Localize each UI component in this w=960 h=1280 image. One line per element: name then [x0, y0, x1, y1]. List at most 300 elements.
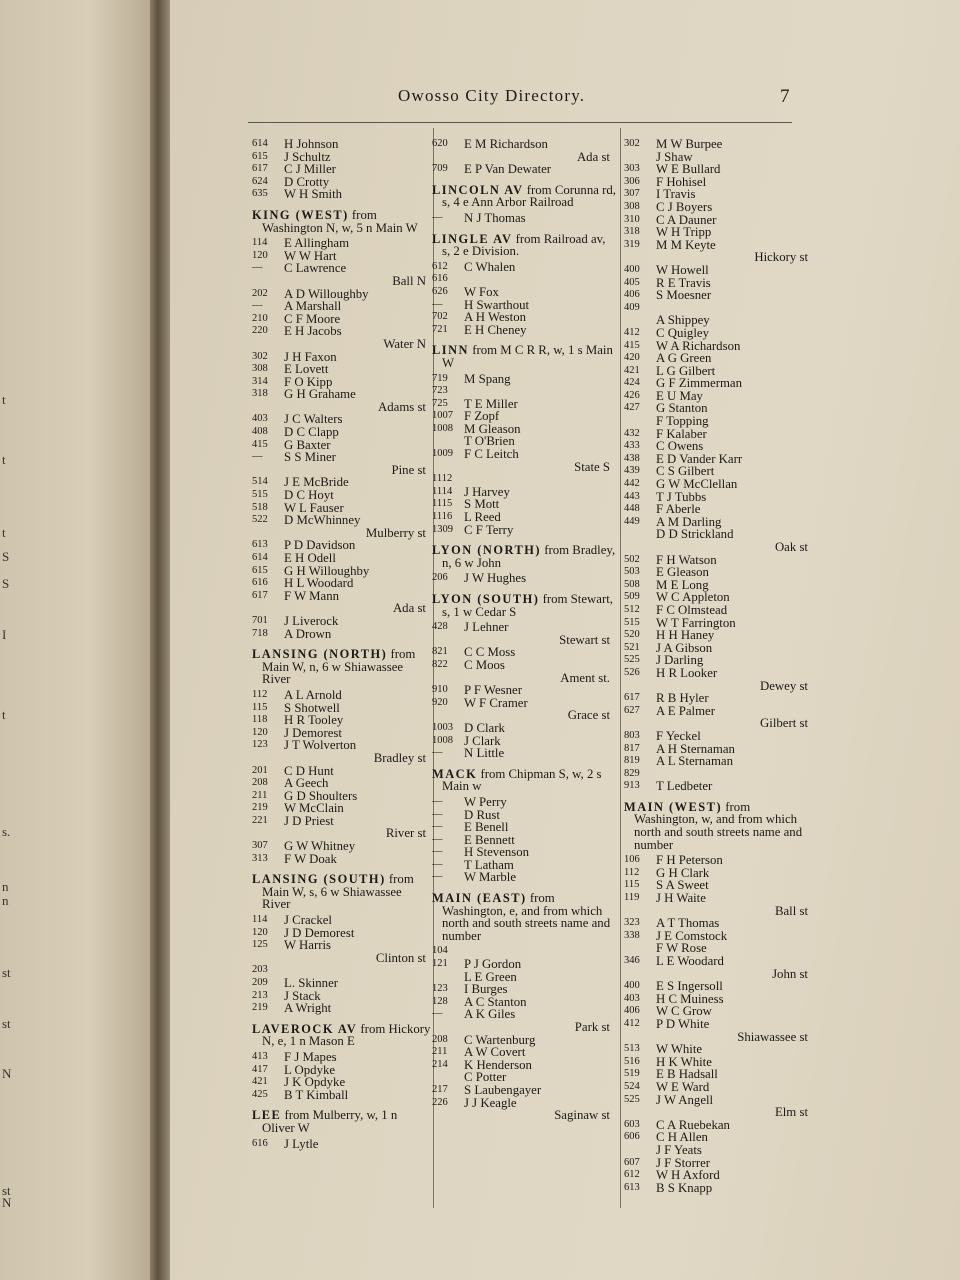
house-number: 617: [252, 589, 268, 601]
house-number: 626: [432, 285, 448, 297]
directory-entry: [624, 277, 814, 290]
house-number: 515: [624, 616, 640, 628]
house-number: 521: [624, 641, 640, 653]
resident-name: H Stevenson: [464, 845, 530, 860]
directory-column-2: [432, 138, 616, 1122]
house-number: 421: [252, 1076, 268, 1088]
resident-name: J E McBride: [284, 475, 349, 490]
house-number: 613: [624, 1181, 640, 1193]
directory-entry: [432, 212, 616, 225]
cross-street: Mulberry st: [365, 525, 426, 540]
house-number: 202: [252, 287, 268, 299]
directory-entry: [252, 176, 432, 189]
house-number: 313: [252, 852, 268, 864]
house-number: 400: [624, 980, 640, 992]
house-number: 829: [624, 767, 640, 779]
street-heading: [252, 1109, 432, 1134]
street-heading: [432, 892, 616, 942]
house-number: 439: [624, 465, 640, 477]
house-number: 525: [624, 654, 640, 666]
house-number: 406: [624, 1005, 640, 1017]
directory-entry: [624, 377, 814, 390]
house-number: 125: [252, 939, 268, 951]
resident-name: C Owens: [656, 439, 704, 454]
street-description: from Washington N, w, 5 n Main W: [262, 207, 418, 235]
house-number: 120: [252, 926, 268, 938]
directory-entry: [624, 352, 814, 365]
house-number: 112: [252, 688, 268, 700]
house-number: —: [432, 298, 443, 310]
resident-name: E Lovett: [284, 362, 329, 377]
directory-entry: [252, 853, 432, 866]
directory-page: [170, 0, 960, 1280]
left-page-fragment: st: [2, 1183, 11, 1198]
resident-name: C A Dauner: [656, 212, 717, 227]
directory-entry: [252, 489, 432, 502]
directory-entry: [432, 448, 616, 461]
column-divider: [620, 128, 621, 1208]
directory-entry: [624, 642, 814, 655]
street-heading: [252, 209, 432, 234]
directory-entry: [624, 415, 814, 428]
street-description: from Chipman S, w, 2 s Main w: [442, 766, 602, 794]
directory-entry: [624, 755, 814, 768]
house-number: 211: [432, 1046, 448, 1058]
street-name: LANSING (NORTH): [252, 647, 388, 662]
directory-entry: [624, 617, 814, 630]
directory-entry: [432, 796, 616, 809]
cross-street: Clinton st: [375, 950, 426, 965]
directory-entry: [624, 1081, 814, 1094]
resident-name: F Aberle: [656, 502, 701, 517]
resident-name: B T Kimball: [284, 1087, 349, 1102]
house-number: 614: [252, 552, 268, 563]
house-number: 403: [252, 413, 268, 425]
resident-name: E P Van Dewater: [464, 162, 552, 177]
directory-entry: [432, 398, 616, 411]
house-number: 803: [624, 729, 640, 741]
resident-name: A L Sternaman: [656, 754, 733, 769]
house-number: 448: [624, 503, 640, 515]
street-description: from Washington, w, and from which north and south streets name and number: [634, 799, 803, 852]
house-number: [624, 151, 656, 164]
resident-name: D Crotty: [284, 174, 330, 189]
directory-entry: [252, 1138, 432, 1151]
house-number: 920: [432, 696, 448, 708]
street-heading: [432, 344, 616, 369]
house-number: —: [432, 747, 443, 759]
directory-entry: [624, 491, 814, 504]
house-number: 408: [252, 426, 268, 438]
directory-entry: [624, 768, 814, 781]
street-description: from Washington, e, and from which north and south streets name and number: [442, 891, 611, 943]
directory-entry: [432, 971, 616, 984]
house-number: 308: [624, 200, 640, 212]
house-number: 606: [624, 1131, 640, 1143]
resident-name: G D Shoulters: [284, 788, 358, 803]
house-number: 123: [252, 739, 268, 751]
resident-name: F W Mann: [284, 588, 339, 603]
house-number: 1116: [432, 511, 453, 523]
directory-entry: [624, 780, 814, 793]
house-number: [624, 415, 656, 428]
directory-entry: [432, 486, 616, 499]
directory-entry: [252, 802, 432, 815]
resident-name: T Ledbeter: [656, 779, 713, 794]
directory-entry: [432, 311, 616, 324]
house-number: 613: [252, 539, 268, 551]
directory-entry: [432, 646, 616, 659]
resident-name: H H Haney: [656, 628, 715, 643]
directory-entry: [624, 993, 814, 1006]
directory-entry: [624, 917, 814, 930]
directory-entry: [252, 939, 432, 952]
resident-name: J Shaw: [656, 149, 693, 164]
house-number: 518: [252, 501, 268, 513]
resident-name: W Perry: [464, 794, 507, 809]
resident-name: R E Travis: [656, 275, 711, 290]
directory-entry: [252, 188, 432, 201]
house-number: 121: [432, 958, 448, 970]
street-description: from Stewart, s, 1 w Cedar S: [442, 592, 613, 619]
left-page-fragment: t: [2, 392, 6, 407]
directory-entry: [624, 440, 814, 453]
resident-name: P D White: [656, 1016, 710, 1031]
directory-column-1: [252, 138, 432, 1150]
resident-name: A H Sternaman: [656, 741, 735, 756]
resident-name: F J Mapes: [284, 1049, 337, 1064]
resident-name: D C Hoyt: [284, 488, 334, 503]
directory-entry: [624, 289, 814, 302]
resident-name: J F Storrer: [656, 1155, 711, 1170]
directory-entry: [624, 930, 814, 943]
resident-name: A K Giles: [464, 1007, 516, 1022]
directory-entry: [432, 410, 616, 423]
house-number: 226: [432, 1096, 448, 1108]
resident-name: H C Muiness: [656, 991, 724, 1006]
directory-entry: [624, 1043, 814, 1056]
directory-entry: [624, 554, 814, 567]
house-number: 449: [624, 515, 640, 527]
resident-name: H K White: [656, 1054, 712, 1069]
house-number: 307: [624, 188, 640, 200]
house-number: 433: [624, 440, 640, 452]
directory-entry: [252, 163, 432, 176]
resident-name: C D Hunt: [284, 763, 334, 778]
resident-name: C J Miller: [284, 162, 336, 177]
resident-name: T O'Brien: [464, 434, 515, 449]
resident-name: W Harris: [284, 938, 332, 953]
resident-name: S Mott: [464, 497, 500, 512]
resident-name: E D Vander Karr: [656, 451, 743, 466]
street-name: LAVEROCK AV: [252, 1021, 358, 1036]
directory-entry: [432, 958, 616, 971]
directory-entry: [624, 201, 814, 214]
house-number: 718: [252, 627, 268, 639]
house-number: 821: [432, 646, 448, 658]
resident-name: G Stanton: [656, 401, 708, 416]
directory-entry: [252, 765, 432, 778]
resident-name: W Fox: [464, 284, 499, 299]
directory-entry: [624, 478, 814, 491]
resident-name: J Schultz: [284, 149, 331, 164]
resident-name: E Gleason: [656, 565, 709, 580]
resident-name: J T Wolverton: [284, 738, 357, 753]
resident-name: E H Odell: [284, 551, 336, 565]
house-number: 112: [624, 866, 640, 878]
resident-name: J W Angell: [656, 1092, 714, 1107]
directory-entry: [252, 413, 432, 426]
cross-street: Dewey st: [760, 678, 808, 693]
directory-entry: [252, 439, 432, 452]
resident-name: T Latham: [464, 857, 514, 872]
resident-name: J Liverock: [284, 613, 339, 628]
house-number: 432: [624, 427, 640, 439]
cross-street: Ada st: [392, 601, 426, 616]
directory-entry: [252, 552, 432, 565]
directory-entry: [624, 453, 814, 466]
directory-entry: [252, 1002, 432, 1015]
directory-entry: [252, 388, 432, 401]
resident-name: J Stack: [284, 988, 321, 1003]
house-number: 346: [624, 955, 640, 966]
resident-name: J W Hughes: [464, 571, 527, 586]
directory-entry: [252, 426, 432, 439]
cross-street: Stewart st: [559, 632, 610, 647]
resident-name: E U May: [656, 388, 703, 403]
left-page-fragment: N: [2, 1195, 12, 1210]
house-number: [624, 1144, 656, 1157]
house-number: 120: [252, 249, 268, 261]
resident-name: L G Gilbert: [656, 363, 716, 378]
house-number: 403: [624, 992, 640, 1004]
resident-name: K Henderson: [464, 1057, 532, 1072]
directory-entry: [252, 1076, 432, 1089]
resident-name: W E Ward: [656, 1079, 710, 1094]
house-number: 319: [624, 238, 640, 250]
street-name: MACK: [432, 766, 478, 781]
house-number: [432, 435, 464, 448]
house-number: 425: [252, 1088, 268, 1100]
directory-entry: [432, 809, 616, 822]
house-number: 615: [252, 150, 268, 162]
house-number: 702: [432, 311, 448, 323]
house-number: 201: [252, 764, 268, 776]
resident-name: W H Axford: [656, 1168, 720, 1183]
resident-name: D C Clapp: [284, 425, 339, 440]
house-number: 1003: [432, 721, 453, 733]
house-number: 114: [252, 914, 268, 926]
resident-name: W E Bullard: [656, 162, 721, 177]
house-number: 721: [432, 323, 448, 335]
resident-name: A T Thomas: [656, 916, 720, 931]
street-heading: [432, 768, 616, 793]
directory-entry: [624, 854, 814, 867]
resident-name: J C Walters: [284, 412, 343, 427]
resident-name: F C Olmstead: [656, 602, 728, 617]
header-rule: [248, 122, 792, 123]
house-number: 512: [624, 603, 640, 615]
house-number: 415: [252, 438, 268, 450]
directory-entry: [624, 428, 814, 441]
resident-name: A Wright: [284, 1001, 332, 1016]
resident-name: J E Comstock: [656, 928, 728, 943]
house-number: 221: [252, 814, 268, 826]
directory-entry: [432, 373, 616, 386]
resident-name: G F Zimmerman: [656, 376, 743, 391]
street-heading: [432, 544, 616, 569]
resident-name: E Benell: [464, 820, 509, 835]
directory-entry: [624, 1018, 814, 1031]
directory-entry: [432, 983, 616, 996]
resident-name: W H Smith: [284, 187, 343, 202]
resident-name: L E Green: [464, 969, 517, 984]
page-number: 7: [780, 86, 790, 107]
directory-entry: [624, 604, 814, 617]
house-number: 509: [624, 591, 640, 603]
directory-entry: [432, 859, 616, 872]
resident-name: M Gleason: [464, 421, 521, 436]
resident-name: E H Cheney: [464, 322, 527, 337]
house-number: [432, 1071, 464, 1084]
directory-entry: [624, 503, 814, 516]
resident-name: W McClain: [284, 801, 344, 816]
directory-entry: [252, 151, 432, 164]
house-number: 115: [252, 701, 268, 713]
directory-entry: [624, 214, 814, 227]
resident-name: J D Demorest: [284, 925, 355, 940]
house-number: 709: [432, 163, 448, 175]
directory-entry: [252, 313, 432, 326]
directory-entry: [252, 964, 432, 977]
resident-name: T J Tubbs: [656, 489, 707, 504]
directory-entry: [252, 451, 432, 464]
directory-entry: [432, 324, 616, 337]
left-page-fragment: t: [2, 452, 6, 467]
resident-name: E B Hadsall: [656, 1067, 718, 1082]
left-page-fragment: N: [2, 1066, 12, 1081]
house-number: 701: [252, 614, 268, 626]
house-number: 526: [624, 666, 640, 678]
house-number: 603: [624, 1118, 640, 1130]
house-number: 219: [252, 802, 268, 814]
house-number: 219: [252, 1002, 268, 1014]
house-number: 819: [624, 755, 640, 767]
directory-entry: [252, 777, 432, 790]
house-number: —: [432, 211, 443, 223]
house-number: 519: [624, 1068, 640, 1080]
cross-street: Ball st: [774, 903, 808, 918]
cross-street: Shiawassee st: [737, 1029, 808, 1044]
street-heading: [624, 801, 814, 851]
resident-name: J Demorest: [284, 725, 342, 740]
left-page-edge: [0, 0, 150, 1280]
directory-entry: [624, 1005, 814, 1018]
directory-entry: [252, 990, 432, 1003]
left-page-fragment: n: [2, 893, 9, 908]
directory-entry: [624, 188, 814, 201]
directory-entry: [624, 302, 814, 315]
directory-entry: [252, 138, 432, 151]
resident-name: J H Waite: [656, 891, 706, 906]
directory-entry: [624, 176, 814, 189]
house-number: 426: [624, 389, 640, 401]
cross-street: State S: [574, 459, 610, 474]
left-page-fragment: n: [2, 879, 9, 894]
directory-entry: [252, 714, 432, 727]
directory-entry: [432, 511, 616, 524]
house-number: 302: [624, 138, 640, 149]
resident-name: L Reed: [464, 510, 501, 525]
directory-entry: [252, 577, 432, 590]
house-number: 616: [252, 577, 268, 589]
resident-name: I Travis: [656, 187, 696, 202]
house-number: 114: [252, 237, 268, 249]
resident-name: A H Weston: [464, 310, 527, 325]
resident-name: D Clark: [464, 720, 505, 735]
resident-name: D D Strickland: [656, 527, 734, 542]
directory-entry: [432, 163, 616, 176]
resident-name: W W Hart: [284, 248, 337, 263]
resident-name: C Whalen: [464, 259, 516, 274]
cross-street: Park st: [574, 1020, 610, 1034]
street-description: from Main W, s, 6 w Shiawassee River: [262, 872, 414, 912]
resident-name: J A Gibson: [656, 640, 713, 655]
directory-entry: [624, 1068, 814, 1081]
resident-name: S Moesner: [656, 288, 712, 303]
resident-name: G Baxter: [284, 437, 331, 452]
house-number: 412: [624, 326, 640, 338]
directory-entry: [432, 1084, 616, 1097]
resident-name: J Harvey: [464, 484, 510, 499]
resident-name: C F Terry: [464, 522, 514, 537]
resident-name: W F Cramer: [464, 695, 528, 710]
resident-name: C Potter: [464, 1070, 507, 1085]
left-page-fragment: st: [2, 965, 11, 980]
resident-name: W T Farrington: [656, 615, 736, 630]
house-number: —: [432, 833, 443, 845]
house-number: 314: [252, 375, 268, 387]
resident-name: J J Keagle: [464, 1095, 517, 1110]
house-number: 616: [432, 273, 448, 285]
house-number: 415: [624, 339, 640, 351]
resident-name: W Marble: [464, 870, 516, 885]
house-number: 1008: [432, 422, 453, 434]
directory-entry: [252, 977, 432, 990]
house-number: 209: [252, 977, 268, 988]
house-number: 310: [624, 213, 640, 225]
resident-name: C Lawrence: [284, 261, 347, 276]
cross-street: Pine st: [391, 462, 426, 477]
directory-entry: [624, 1144, 814, 1157]
directory-entry: [624, 667, 814, 680]
directory-entry: [624, 264, 814, 277]
house-number: —: [432, 846, 443, 858]
directory-entry: [252, 351, 432, 364]
directory-entry: [432, 735, 616, 748]
house-number: 302: [252, 350, 268, 362]
directory-entry: [624, 1056, 814, 1069]
street-heading: [432, 233, 616, 258]
directory-entry: [432, 524, 616, 537]
directory-entry: [624, 138, 814, 151]
directory-entry: [252, 288, 432, 301]
house-number: —: [252, 451, 263, 463]
resident-name: H R Looker: [656, 665, 718, 680]
house-number: 1309: [432, 523, 453, 535]
directory-entry: [432, 945, 616, 958]
cross-street: Adams st: [378, 399, 426, 414]
